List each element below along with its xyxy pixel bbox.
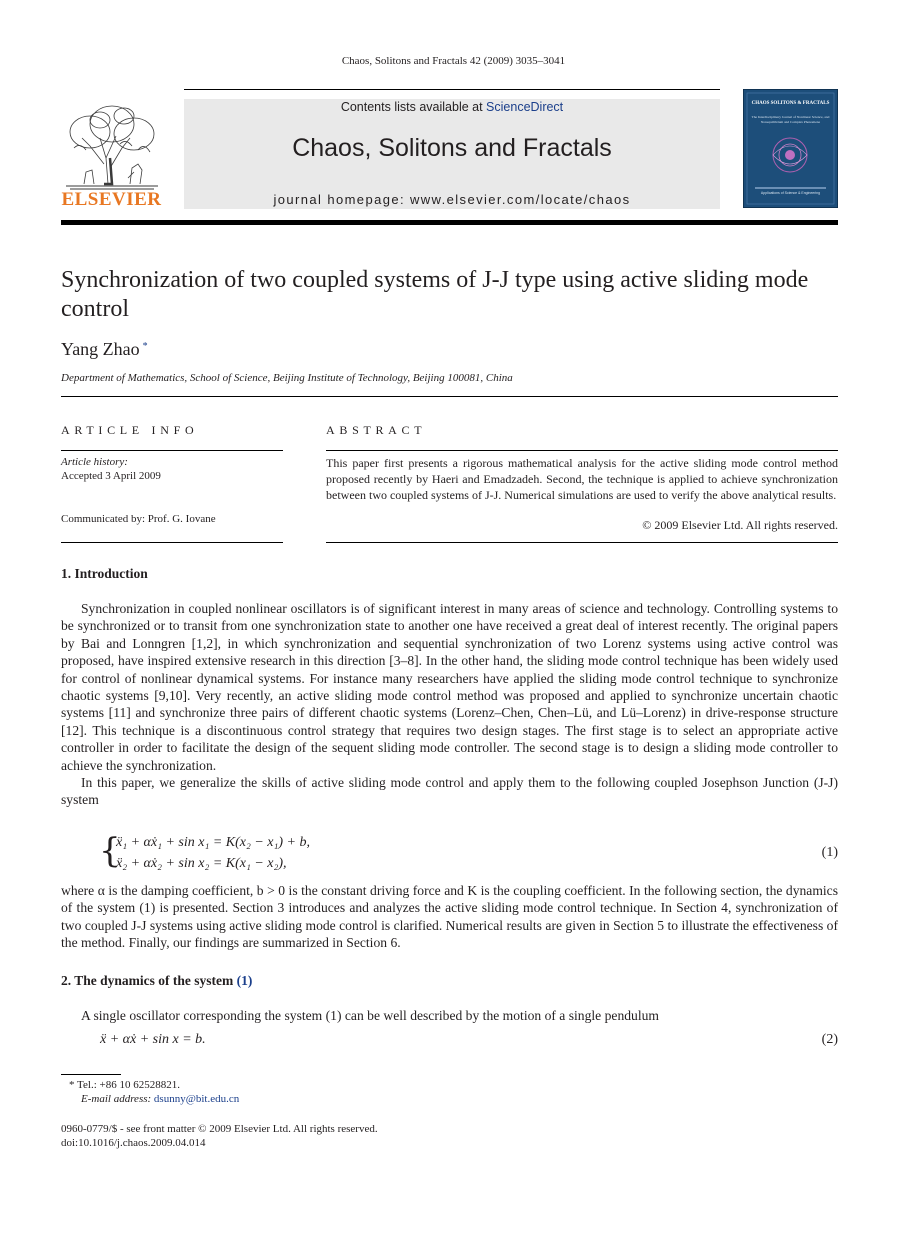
abstract-rule-top <box>326 450 838 451</box>
abstract-copyright: © 2009 Elsevier Ltd. All rights reserved. <box>642 518 838 532</box>
section-2-body <box>61 1007 838 1024</box>
equation-2-number: (2) <box>821 1032 838 1047</box>
equation-1-brace: { <box>99 831 121 871</box>
author-name: Yang Zhao <box>61 339 140 359</box>
equation-1-line-1: ẍ₁ + αẋ₁ + sin x₁ = K(x₂ − x₁) + b, <box>116 835 310 850</box>
abstract-heading: ABSTRACT <box>326 423 427 437</box>
cover-subtitle: The Interdisciplinary Journal of Nonlinear Science, and Nonequilibrium and Complex Phenomena <box>751 115 830 124</box>
intro-paragraph-3: where α is the damping coefficient, b > 0 is the constant driving force and K is the coupling coefficient. In the following section, the dynamics of the system (1) is presented. Section 3 introduces and analyzes the active sliding mode control technique. In Section 4, synchronization of two coupled J-J systems using active sliding mode control is clarified. Numerical results are given in Section 5 to illustrate the effectiveness of the method. Finally, our findings are summarized in Section 6. <box>61 883 838 951</box>
cover-title: CHAOS SOLITONS & FRACTALS <box>751 101 830 106</box>
article-info-rule-top <box>61 450 283 451</box>
abstract-rule-bottom <box>326 542 838 543</box>
article-info-rule-bottom <box>61 542 283 543</box>
cover-footer: Applications of Science & Engineering <box>760 191 821 195</box>
title-rule <box>61 396 838 397</box>
accepted-date: Accepted 3 April 2009 <box>61 470 161 482</box>
equation-2: ẍ + αẋ + sin x = b. <box>100 1032 206 1047</box>
footnote-tel: * Tel.: +86 10 62528821. <box>69 1079 180 1091</box>
article-info-heading: ARTICLE INFO <box>61 423 199 437</box>
communicated-by: Communicated by: Prof. G. Iovane <box>61 513 216 525</box>
email-label: E-mail address: <box>81 1093 154 1105</box>
abstract-text: This paper first presents a rigorous mathematical analysis for the active sliding mode control method proposed recently by Haeri and Emadzadeh. Second, the technique is applied to achieve synchronization between two coupled systems of J-J. Numerical simulations are used to verify the above analytical results. <box>326 456 838 502</box>
email-link[interactable]: dsunny@bit.edu.cn <box>153 1093 240 1105</box>
equation-1-line-2: ẍ₂ + αẋ₂ + sin x₂ = K(x₁ − x₂), <box>116 856 287 871</box>
section-2-heading-text: 2. The dynamics of the system <box>61 973 237 988</box>
elsevier-wordmark: ELSEVIER <box>61 189 162 210</box>
sciencedirect-link[interactable]: ScienceDirect <box>486 100 564 114</box>
author-line <box>61 339 148 360</box>
article-title: Synchronization of two coupled systems of J-J type using active sliding mode control <box>61 267 809 322</box>
section-1-heading: 1. Introduction <box>61 566 148 581</box>
equation-1-number: (1) <box>821 845 838 860</box>
header-rule <box>184 89 720 90</box>
journal-homepage[interactable]: journal homepage: www.elsevier.com/locate/chaos <box>273 192 631 207</box>
footnote-email <box>81 1092 239 1106</box>
section-1-body-continued <box>61 882 838 952</box>
contents-line <box>184 100 720 114</box>
section-2-heading <box>61 973 252 989</box>
footer-issn: 0960-0779/$ - see front matter © 2009 Elsevier Ltd. All rights reserved. <box>61 1123 378 1135</box>
section-2-paragraph-1: A single oscillator corresponding the system (1) can be well described by the motion of a single pendulum <box>81 1008 659 1023</box>
journal-name: Chaos, Solitons and Fractals <box>292 134 612 162</box>
footer-doi[interactable]: doi:10.1016/j.chaos.2009.04.014 <box>61 1137 206 1149</box>
section-2-heading-ref[interactable]: (1) <box>236 973 253 988</box>
affiliation: Department of Mathematics, School of Science, Beijing Institute of Technology, Beijing 100081, China <box>61 372 513 384</box>
section-1-body <box>61 600 838 809</box>
header-thick-rule <box>61 220 838 225</box>
footnote-rule <box>61 1074 121 1075</box>
journal-cover[interactable] <box>743 89 838 208</box>
article-history-label: Article history: <box>61 456 128 468</box>
intro-paragraph-2: In this paper, we generalize the skills of active sliding mode control and apply them to the following coupled Josephson Junction (J-J) system <box>61 775 838 808</box>
running-header: Chaos, Solitons and Fractals 42 (2009) 3035–3041 <box>341 55 566 67</box>
contents-prefix: Contents lists available at <box>340 100 487 114</box>
elsevier-logo[interactable] <box>60 98 163 210</box>
intro-paragraph-1: Synchronization in coupled nonlinear oscillators is of significant interest in many areas of science and technology. Controlling systems to be synchronized or to transit from one synchronization state to another one have received a great deal of interest recently. The original papers by Bai and Lonngren [1,2], in which synchronization and sequential synchronization of two Lorenz systems using active control was proposed, have inspired extensive research in this direction [3–8]. In the other hand, the sliding mode control technique has been widely used for control of nonlinear dynamical systems. For instance many researchers have applied the sliding mode control technique to synchronize chaotic systems [9,10]. Very recently, an active sliding mode control method was proposed and applied to synchronize uncertain chaotic systems [11] and synchronize three pairs of different chaotic systems (Lorenz–Chen, Chen–Lü, and Lü–Lorenz) in drive-response structure [12]. This technique is a discontinuous control strategy that requires two design stages. The first stage is to select an appropriate active controller in order to facilitate the design of the sequent sliding mode controller. The second stage is to design a sliding mode controller to achieve the synchronization. <box>61 601 838 773</box>
author-footnote-mark[interactable]: * <box>142 341 148 352</box>
